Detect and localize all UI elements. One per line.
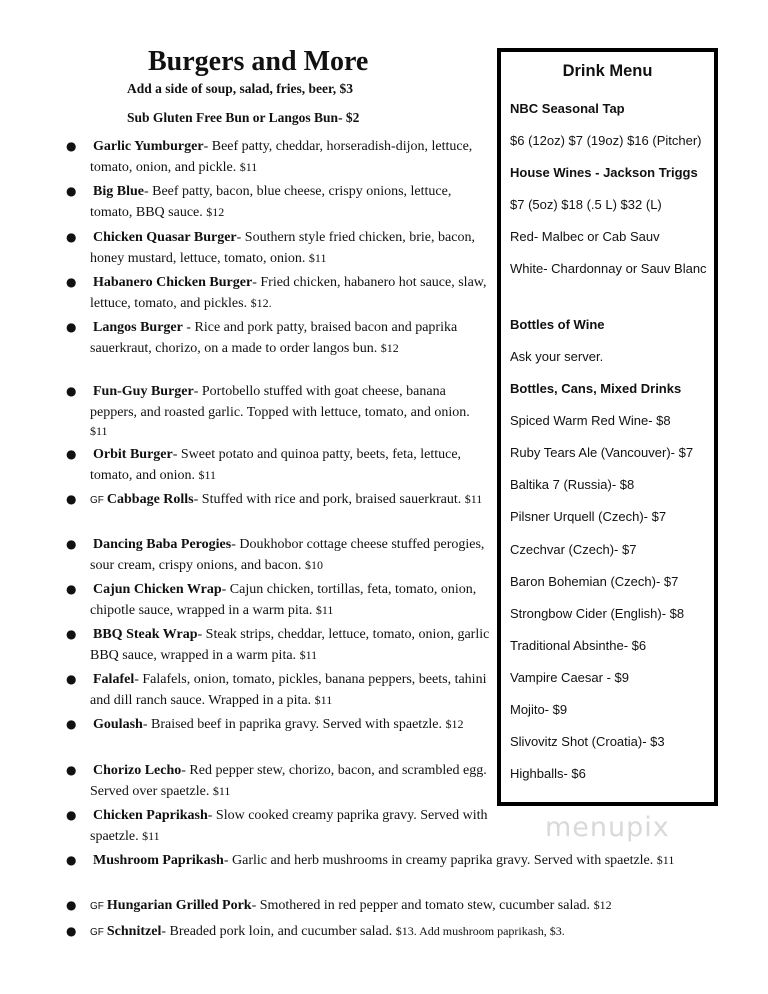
bullet-icon: ●	[66, 184, 77, 198]
item-description: - Beef patty, bacon, blue cheese, crispy onions, lettuce, tomato, BBQ sauce.	[90, 184, 452, 220]
item-name: Habanero Chicken Burger	[93, 275, 253, 290]
menu-item	[66, 580, 490, 620]
drink-item: Czechvar (Czech)- $7	[510, 542, 637, 557]
item-price: $12	[593, 898, 612, 912]
drink-item: Pilsner Urquell (Czech)- $7	[510, 509, 667, 524]
bullet-icon: ●	[66, 582, 77, 596]
gluten-free-tag: GF	[90, 495, 104, 506]
item-description: - Southern style fried chicken, brie, bacon, honey mustard, lettuce, tomato, onion.	[90, 230, 475, 266]
item-description: - Cajun chicken, tortillas, feta, tomato, onion, chipotle sauce, wrapped in a warm pita.	[90, 582, 477, 618]
item-name: Fun-Guy Burger	[93, 384, 194, 399]
item-price: $11	[656, 853, 675, 867]
bullet-icon: ●	[66, 275, 77, 289]
menu-item	[66, 382, 490, 442]
drink-menu-title: Drink Menu	[562, 62, 653, 80]
drink-item: Strongbow Cider (English)- $8	[510, 606, 685, 621]
item-description: - Steak strips, cheddar, lettuce, tomato, onion, garlic BBQ sauce, wrapped in a warm pita.	[90, 627, 490, 663]
item-description: - Red pepper stew, chorizo, bacon, and scrambled egg. Served over spaetzle.	[90, 763, 487, 799]
item-price: $12	[206, 204, 225, 219]
drink-heading: Bottles, Cans, Mixed Drinks	[510, 381, 682, 396]
menu-item	[66, 228, 490, 268]
item-name: Goulash	[93, 717, 143, 732]
bullet-icon: ●	[66, 808, 77, 822]
item-price: $11	[90, 424, 108, 438]
bullet-icon: ●	[66, 717, 77, 731]
item-name: BBQ Steak Wrap	[93, 627, 198, 642]
drink-item: Ruby Tears Ale (Vancouver)- $7	[510, 445, 694, 460]
item-price: $11	[308, 250, 327, 265]
item-price: $11	[239, 159, 258, 174]
item-price: $12	[380, 340, 399, 355]
bullet-icon: ●	[66, 924, 77, 938]
drink-line: Red- Malbec or Cab Sauv	[510, 229, 660, 244]
menu-title: Burgers and More	[148, 46, 369, 77]
item-description: - Braised beef in paprika gravy. Served with spaetzle.	[142, 717, 443, 732]
gluten-free-tag: GF	[90, 927, 104, 938]
item-name: Langos Burger	[93, 320, 183, 335]
item-description: - Rice and pork patty, braised bacon and paprika sauerkraut, chorizo, on a made to order langos bun.	[90, 320, 458, 356]
item-description: - Garlic and herb mushrooms in creamy paprika gravy. Served with spaetzle.	[223, 853, 654, 868]
bullet-icon: ●	[66, 763, 77, 777]
item-description: - Breaded pork loin, and cucumber salad.	[161, 924, 393, 939]
item-price: $13. Add mushroom paprikash, $3.	[395, 924, 565, 938]
menu-item	[66, 922, 730, 943]
menu-item	[66, 490, 490, 511]
item-price: $11	[142, 828, 160, 843]
item-name: Chicken Quasar Burger	[93, 230, 237, 245]
item-name: Garlic Yumburger	[93, 139, 204, 154]
item-name: Hungarian Grilled Pork	[106, 898, 252, 913]
item-description: - Slow cooked creamy paprika gravy. Served with spaetzle.	[90, 808, 488, 844]
drink-heading: NBC Seasonal Tap	[510, 101, 625, 116]
item-description: - Sweet potato and quinoa patty, beets, feta, lettuce, tomato, and onion.	[90, 447, 462, 483]
item-name: Schnitzel	[106, 924, 162, 939]
item-name: Falafel	[93, 672, 135, 687]
item-price: $12.	[250, 295, 272, 310]
bullet-icon: ●	[66, 320, 77, 334]
drink-item: Traditional Absinthe- $6	[510, 638, 647, 653]
drink-line: Ask your server.	[510, 349, 604, 364]
menu-item	[66, 535, 490, 575]
watermark: menupix	[545, 812, 670, 843]
item-price: $11	[315, 602, 334, 617]
item-price: $11	[198, 467, 217, 482]
item-name: Dancing Baba Perogies	[93, 537, 232, 552]
bun-note: Sub Gluten Free Bun or Langos Bun- $2	[127, 110, 360, 125]
menu-item	[66, 851, 700, 872]
drink-menu-box	[497, 48, 718, 806]
item-name: Big Blue	[93, 184, 144, 199]
item-price: $10	[305, 557, 323, 572]
drink-item: Baron Bohemian (Czech)- $7	[510, 574, 679, 589]
item-description: - Stuffed with rice and pork, braised sauerkraut.	[193, 492, 462, 507]
item-price: $11	[314, 692, 333, 707]
bullet-icon: ●	[66, 139, 77, 153]
menu-item	[66, 445, 490, 485]
drink-heading: House Wines - Jackson Triggs	[510, 165, 698, 180]
menu-item	[66, 806, 490, 846]
item-description: - Fried chicken, habanero hot sauce, slaw, lettuce, tomato, and pickles.	[90, 275, 487, 311]
drink-line: $6 (12oz) $7 (19oz) $16 (Pitcher)	[510, 133, 702, 148]
item-price: $12	[445, 717, 464, 731]
item-name: Orbit Burger	[93, 447, 173, 462]
item-name: Chorizo Lecho	[93, 763, 182, 778]
item-description: - Portobello stuffed with goat cheese, banana peppers, and roasted garlic. Topped with lettuce, tomato, and onion.	[90, 384, 470, 420]
bullet-icon: ●	[66, 230, 77, 244]
bullet-icon: ●	[66, 627, 77, 641]
item-description: - Beef patty, cheddar, horseradish-dijon, lettuce, tomato, onion, and pickle.	[90, 139, 473, 175]
menu-item	[66, 625, 490, 665]
bullet-icon: ●	[66, 447, 77, 461]
item-description: - Falafels, onion, tomato, pickles, banana peppers, beets, tahini and dill ranch sauce. Wrapped in a pita.	[90, 672, 487, 708]
bullet-icon: ●	[66, 672, 77, 686]
item-name: Cajun Chicken Wrap	[93, 582, 222, 597]
item-description: - Smothered in red pepper and tomato stew, cucumber salad.	[251, 898, 591, 913]
menu-item	[66, 318, 490, 358]
item-description: - Doukhobor cottage cheese stuffed perogies, sour cream, crispy onions, and bacon.	[90, 537, 485, 573]
drink-heading: Bottles of Wine	[510, 317, 605, 332]
menu-item	[66, 137, 490, 177]
drink-item: Vampire Caesar - $9	[510, 670, 629, 685]
side-note: Add a side of soup, salad, fries, beer, $3	[127, 81, 354, 96]
menu-item	[66, 761, 490, 801]
bullet-icon: ●	[66, 853, 77, 867]
item-price: $11	[212, 783, 231, 798]
drink-item: Spiced Warm Red Wine- $8	[510, 413, 671, 428]
menu-item	[66, 670, 490, 710]
menu-item	[66, 182, 490, 222]
menu-item	[66, 273, 490, 313]
item-name: Mushroom Paprikash	[93, 853, 224, 868]
menu-item	[66, 715, 490, 736]
item-price: $11	[299, 647, 318, 662]
drink-line: White- Chardonnay or Sauv Blanc	[510, 261, 707, 276]
drink-item: Highballs- $6	[510, 766, 586, 781]
drink-line: $7 (5oz) $18 (.5 L) $32 (L)	[510, 197, 662, 212]
item-name: Chicken Paprikash	[93, 808, 208, 823]
item-name: Cabbage Rolls	[106, 492, 194, 507]
bullet-icon: ●	[66, 492, 77, 506]
gluten-free-tag: GF	[90, 901, 104, 912]
item-price: $11	[464, 492, 483, 506]
drink-item: Slivovitz Shot (Croatia)- $3	[510, 734, 665, 749]
bullet-icon: ●	[66, 898, 77, 912]
menu-item	[66, 896, 730, 917]
bullet-icon: ●	[66, 537, 77, 551]
bullet-icon: ●	[66, 384, 77, 398]
drink-item: Mojito- $9	[510, 702, 568, 717]
drink-item: Baltika 7 (Russia)- $8	[510, 477, 635, 492]
